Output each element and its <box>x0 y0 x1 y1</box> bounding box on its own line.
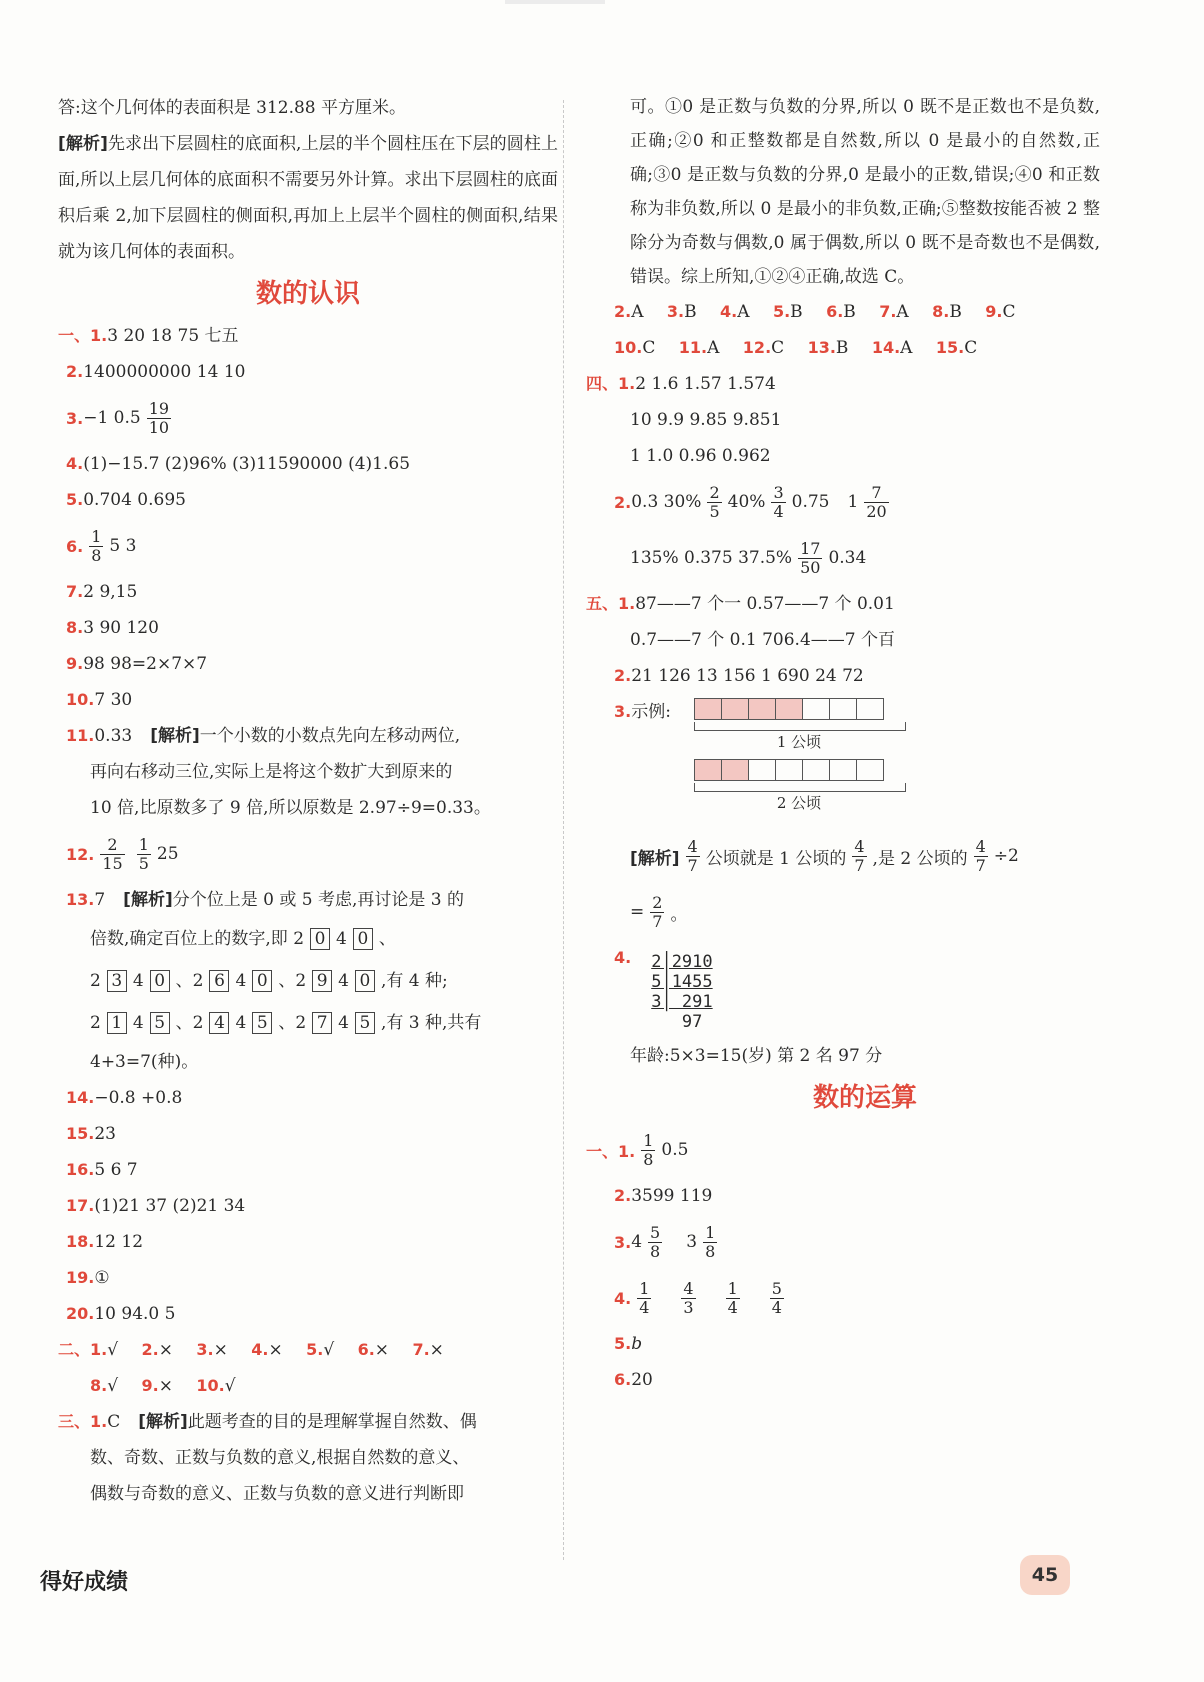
analysis-tag: [解析] <box>150 726 200 746</box>
answer-1-8 <box>58 610 558 646</box>
q-num: 5. <box>614 1334 632 1353</box>
q-num: 6. <box>614 1370 632 1389</box>
grid-cell-filled <box>776 699 803 719</box>
q-num: 17. <box>66 1196 95 1215</box>
q-num: 2. <box>614 1186 632 1205</box>
tf-item: 3.× <box>196 1340 228 1360</box>
grid-cell <box>776 760 803 780</box>
answer-5-1-row: 0.7——7 个 0.1 706.4——7 个百 <box>630 630 895 650</box>
answer-text: 1400000000 14 10 <box>83 362 246 382</box>
section-title-number-recognition: 数的认识 <box>255 279 360 309</box>
answer-1-3 <box>58 390 558 446</box>
answer-1-20 <box>58 1296 558 1332</box>
mc-item: 13.B <box>807 338 849 358</box>
answer-1-14 <box>58 1080 558 1116</box>
answer-1-13 <box>58 882 558 918</box>
fraction: $\frac{3}{4}$ <box>773 482 784 521</box>
analysis-line: 10 倍,比原数多了 9 倍,所以原数是 2.97÷9=0.33。 <box>90 798 491 818</box>
page-number-badge: 45 <box>1020 1555 1070 1595</box>
tf-item: 2.× <box>141 1340 173 1360</box>
analysis-text: 此题考查的目的是理解掌握自然数、偶 <box>187 1412 477 1432</box>
answer-text: 2 9,15 <box>83 582 138 602</box>
answer-5-1 <box>586 586 1100 622</box>
footer-slogan: 得好成绩 <box>40 1569 129 1595</box>
hectare-grid-1 <box>694 698 1100 753</box>
answer-4-1-row: 10 9.9 9.85 9.851 <box>630 410 782 430</box>
answer-text: (1)−15.7 (2)96% (3)11590000 (4)1.65 <box>83 454 411 474</box>
fraction: $\frac{1}{4}$ <box>639 1278 650 1317</box>
q-num: 20. <box>66 1304 95 1323</box>
answer-1-15 <box>58 1116 558 1152</box>
grid-cell <box>857 699 883 719</box>
answer-text: 3 90 120 <box>83 618 159 638</box>
answer-text: 10 94.0 5 <box>94 1304 176 1324</box>
answer-r4 <box>614 1270 1100 1326</box>
mc-item: 10.C <box>614 338 656 358</box>
answer-4-2-row: 135% 0.375 37.5% $\frac{17}{50}$ 0.34 <box>630 538 867 577</box>
answer-1-2 <box>58 354 558 390</box>
grid-cell-filled <box>722 699 749 719</box>
answer-text: 87——7 个一 0.57——7 个 0.01 <box>635 594 895 614</box>
example-label: 示例: <box>631 702 671 722</box>
answer-1-1 <box>58 318 558 354</box>
mc-item: 8.B <box>932 302 962 322</box>
q-num: 10. <box>66 690 95 709</box>
answer-1-18 <box>58 1224 558 1260</box>
q-num: 四、1. <box>586 374 636 393</box>
q-num: 3. <box>614 702 632 721</box>
q-num: 2. <box>614 492 632 512</box>
analysis-line: 数、奇数、正数与负数的意义,根据自然数的意义、 <box>90 1448 470 1468</box>
answer-text: 25 <box>156 844 179 864</box>
tf-item: 6.× <box>357 1340 390 1360</box>
analysis-tag: [解析] <box>630 848 680 869</box>
answer-text: 12 12 <box>94 1232 144 1252</box>
q-num: 3. <box>66 408 84 428</box>
fraction: $\frac{5}{4}$ <box>771 1278 782 1317</box>
tf-item: 7.× <box>412 1340 444 1360</box>
q-num: 18. <box>66 1232 95 1251</box>
answer-4-1-row: 1 1.0 0.96 0.962 <box>630 446 771 466</box>
q-num: 6. <box>66 536 84 556</box>
answer-text: 3 20 18 75 七五 <box>107 326 239 346</box>
answer-1-10 <box>58 682 558 718</box>
right-column <box>586 90 1100 1398</box>
fraction: $\frac{17}{50}$ <box>800 538 821 577</box>
answer-text: 7 30 <box>94 690 133 710</box>
answer-1-4 <box>58 446 558 482</box>
mc-item: 6.B <box>826 302 856 322</box>
mc-item: 7.A <box>879 302 909 322</box>
short-division: 2│2910 5│1455 3│ 291 97 <box>651 952 713 1032</box>
q-num: 5. <box>66 490 84 509</box>
q-num: 15. <box>66 1124 95 1143</box>
analysis-tag: [解析] <box>123 890 173 910</box>
analysis-tag: [解析] <box>58 134 108 154</box>
tf-item: 10.√ <box>196 1376 236 1396</box>
analysis-5-3: [解析] $\frac{4}{7}$ 公顷就是 1 公顷的 $\frac{4}{7}$ ,是 2 公顷的 $\frac{4}{7}$ ÷2 <box>630 836 1019 875</box>
grid-cell-filled <box>722 760 749 780</box>
answer-1-12 <box>58 826 558 882</box>
tf-item: 4.× <box>251 1340 283 1360</box>
intro-analysis <box>58 126 558 270</box>
q-num: 19. <box>66 1268 95 1287</box>
q-num: 14. <box>66 1088 95 1107</box>
analysis-line: 4+3=7(种)。 <box>90 1052 199 1072</box>
grid-cells <box>694 759 884 781</box>
answer-5-4-result: 年龄:5×3=15(岁) 第 2 名 97 分 <box>630 1046 883 1066</box>
answer-1-5 <box>58 482 558 518</box>
answer-5-4 <box>614 948 1100 1032</box>
answer-1-7 <box>58 574 558 610</box>
q-num: 4. <box>66 454 84 473</box>
answer-text: 5 6 7 <box>94 1160 138 1180</box>
grid-label: 2 公顷 <box>776 794 822 812</box>
q-num: 4. <box>614 948 632 967</box>
answer-1-9 <box>58 646 558 682</box>
q-num: 2. <box>614 666 632 685</box>
column-divider <box>563 100 564 1560</box>
fraction: $\frac{2}{7}$ <box>652 892 663 931</box>
answer-text: 7 <box>94 890 106 910</box>
analysis-tag: [解析] <box>138 1412 188 1432</box>
fraction: $\frac{4}{7}$ <box>687 836 698 875</box>
answer-text: 5 3 <box>109 536 137 556</box>
intro-analysis-text: 先求出下层圆柱的底面积,上层的半个圆柱压在下层的圆柱上面,所以上层几何体的底面积不需要另外计算。求出下层圆柱的底面积后乘 2,加下层圆柱的侧面积,再加上上层半个圆柱的侧面积,结果就为该几何体的表面积。 <box>58 134 558 262</box>
answer-1-17 <box>58 1188 558 1224</box>
brace <box>694 722 906 731</box>
fraction: $\frac{2}{15}$ <box>102 834 123 873</box>
hectare-grid-2 <box>694 759 1100 814</box>
grid-cell <box>803 760 830 780</box>
answer-r1: 一、1. $\frac{1}{8}$ 0.5 <box>586 1130 689 1169</box>
answer-1-16 <box>58 1152 558 1188</box>
fraction: $\frac{1}{4}$ <box>727 1278 738 1317</box>
answer-text: 0.704 0.695 <box>83 490 186 510</box>
fraction: $\frac{7}{20}$ <box>866 482 887 521</box>
mc-item: 4.A <box>720 302 750 322</box>
mc-item: 9.C <box>985 302 1016 322</box>
analysis-line: 倍数,确定百位上的数字,即 2 0 4 0 、 <box>90 929 396 949</box>
answer-text: −0.8 +0.8 <box>94 1088 183 1108</box>
analysis-line: 2 1 4 5 、2 4 4 5 、2 7 4 5 ,有 3 种,共有 <box>90 1013 482 1033</box>
answer-r2: 2.3599 119 <box>614 1186 713 1206</box>
section-title-number-operations: 数的运算 <box>812 1083 917 1113</box>
tf-item: 8.√ <box>90 1376 119 1396</box>
analysis-5-3-result: = $\frac{2}{7}$ 。 <box>630 892 688 931</box>
true-false-row-2 <box>58 1368 558 1404</box>
analysis-line: 2 3 4 0 、2 6 4 0 、2 9 4 0 ,有 4 种; <box>90 971 448 991</box>
fraction: $\frac{4}{7}$ <box>854 836 865 875</box>
grid-cell-filled <box>695 760 722 780</box>
grid-cell-filled <box>695 699 722 719</box>
fraction: $\frac{1}{8}$ <box>643 1130 654 1169</box>
answer-1-6 <box>58 518 558 574</box>
q-num: 12. <box>66 844 95 864</box>
answer-text: 2 1.6 1.57 1.574 <box>635 374 776 394</box>
answer-surface-area: 答:这个几何体的表面积是 312.88 平方厘米。 <box>58 98 407 118</box>
q-num: 一、1. <box>58 326 108 345</box>
answer-r5: 5.b <box>614 1334 643 1354</box>
analysis-text: 一个小数的小数点先向左移动两位, <box>199 726 461 746</box>
top-mark <box>505 0 605 4</box>
tf-item: 5.√ <box>306 1340 335 1360</box>
q-num: 16. <box>66 1160 95 1179</box>
answer-1-11 <box>58 718 558 754</box>
answer-5-2 <box>614 658 1100 694</box>
q-num: 11. <box>66 726 95 745</box>
answer-r3: 3. 4 $\frac{5}{8}$ 3 $\frac{1}{8}$ <box>614 1222 716 1261</box>
answer-text: C <box>107 1412 121 1432</box>
analysis-line: 再向右移动三位,实际上是将这个数扩大到原来的 <box>90 762 453 782</box>
q-num: 一、1. <box>586 1141 636 1161</box>
fraction: $\frac{2}{5}$ <box>709 482 720 521</box>
q-num: 13. <box>66 890 95 909</box>
grid-cells <box>694 698 884 720</box>
mc-item: 5.B <box>772 302 803 322</box>
answer-text: −1 0.5 <box>83 408 141 428</box>
q-num: 7. <box>66 582 84 601</box>
answer-r6: 6.20 <box>614 1370 653 1390</box>
answer-4-1 <box>586 366 1100 402</box>
analysis-line: 偶数与奇数的意义、正数与负数的意义进行判断即 <box>90 1484 464 1504</box>
multiple-choice-row-2 <box>614 330 1100 366</box>
q-num: 4. <box>614 1288 632 1308</box>
q-num: 五、1. <box>586 594 636 613</box>
answer-text: (1)21 37 (2)21 34 <box>94 1196 246 1216</box>
q-num: 9. <box>66 654 84 673</box>
multiple-choice-row-1 <box>614 294 1100 330</box>
fraction: $\frac{4}{3}$ <box>683 1278 694 1317</box>
answer-text: 0.33 <box>94 726 133 746</box>
fraction: $\frac{4}{7}$ <box>975 836 986 875</box>
answer-text: ① <box>94 1268 110 1288</box>
grid-cell <box>857 760 883 780</box>
analysis-text: 分个位上是 0 或 5 考虑,再讨论是 3 的 <box>172 890 464 910</box>
mc-item: 2.A <box>614 302 644 322</box>
true-false-row-1 <box>58 1332 558 1368</box>
tf-item: 9.× <box>141 1376 173 1396</box>
fraction: $\frac{1}{8}$ <box>91 526 102 565</box>
answer-4-2: 2. 0.3 30% $\frac{2}{5}$ 40% $\frac{3}{4}$ 0.75 1 $\frac{7}{20}$ <box>614 482 887 521</box>
mc-item: 12.C <box>742 338 785 358</box>
left-column <box>58 90 558 1512</box>
q-num: 三、1. <box>58 1412 108 1431</box>
grid-cell <box>830 699 857 719</box>
mc-item: 3.B <box>666 302 697 322</box>
answer-text: 21 126 13 156 1 690 24 72 <box>631 666 864 686</box>
answer-text: 23 <box>94 1124 116 1144</box>
analysis-continuation: 可。①0 是正数与负数的分界,所以 0 既不是正数也不是负数,正确;②0 和正整数都是自然数,所以 0 是最小的自然数,正确;③0 是正数与负数的分界,0 是最小的正数,错误;④0 和正数称为非负数,所以 0 是最小的非负数,正确;⑤整数按能否被 2 整除分为奇数与偶数,0 属于偶数,所以 0 既不是奇数也不是偶数,错误。综上所知,①②④正确,故选 C。 <box>630 97 1100 287</box>
answer-3-1 <box>58 1404 558 1440</box>
fraction: $\frac{19}{10}$ <box>148 398 170 437</box>
mc-item: 14.A <box>871 338 913 358</box>
grid-cell <box>830 760 857 780</box>
mc-item: 11.A <box>678 338 720 358</box>
grid-cell <box>749 760 776 780</box>
q-num: 3. <box>614 1232 632 1252</box>
grid-cell <box>803 699 830 719</box>
tf-item: 二、1.√ <box>58 1340 119 1360</box>
brace <box>694 783 906 792</box>
grid-cell-filled <box>749 699 776 719</box>
fraction: $\frac{1}{8}$ <box>705 1222 716 1261</box>
fraction: $\frac{5}{8}$ <box>650 1222 661 1261</box>
answer-text: 98 98=2×7×7 <box>83 654 208 674</box>
mc-item: 15.C <box>935 338 978 358</box>
fraction: $\frac{1}{5}$ <box>138 834 149 873</box>
q-num: 8. <box>66 618 84 637</box>
grid-label: 1 公顷 <box>776 733 822 751</box>
answer-1-19 <box>58 1260 558 1296</box>
q-num: 2. <box>66 362 84 381</box>
